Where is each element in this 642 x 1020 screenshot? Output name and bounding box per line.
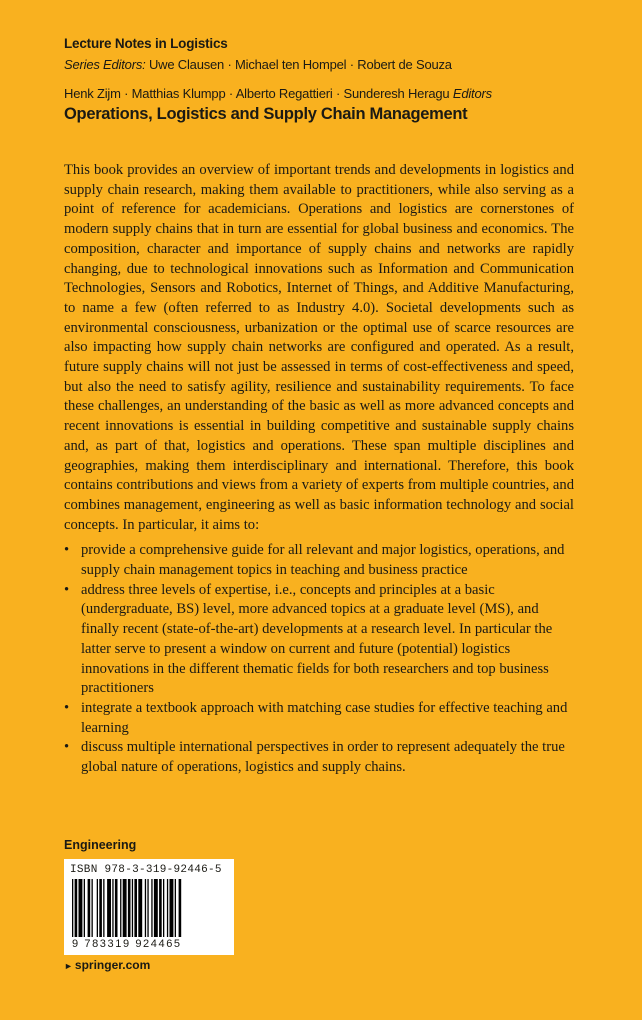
series-editors-label: Series Editors:: [64, 57, 146, 72]
aims-list-item: • address three levels of expertise, i.e., concepts and principles at a basic (undergraduate, BS) level, more advanced topics at a graduate level (MS), and finally recent (state-of-the-art) developments at a research level. In particular the latter serve to present a window on current and future (potential) logistics innovations in the different thematic fields for both researchers and top business practitioners: [64, 581, 574, 699]
book-editors: [64, 86, 492, 101]
aims-list-item: • integrate a textbook approach with matching case studies for effective teaching and learning: [64, 699, 574, 738]
aims-list-item: • provide a comprehensive guide for all relevant and major logistics, operations, and supply chain management topics in teaching and business practice: [64, 541, 574, 580]
barcode-image: [72, 879, 228, 937]
blurb-paragraph: This book provides an overview of important trends and developments in logistics and supply chain research, making them available to practitioners, while also serving as a point of reference for academicians. Operations and logistics are cornerstones of modern supply chains that in turn are essential for global business and economics. The composition, character and importance of supply chains and networks are rapidly changing, due to technological innovations such as Information and Communication Technologies, Sensors and Robotics, Internet of Things, and Additive Manufacturing, to name a few (often referred to as Industry 4.0). Societal developments such as environmental consciousness, urbanization or the optimal use of scarce resources are also impacting how supply chain networks are configured and operated. As a result, future supply chains will not just be assessed in terms of cost-effectiveness and speed, but also the need to satisfy agility, resilience and sustainability requirements. To face these challenges, an understanding of the basic as well as more advanced concepts and recent innovations is essential in building competitive and sustainable supply chains and, as part of that, logistics and operations. These span multiple disciplines and geographies, making them interdisciplinary and international. Therefore, this book contains contributions and views from a variety of experts from multiple countries, and combines management, engineering as well as basic information technology and social concepts. In particular, it aims to:: [64, 162, 574, 533]
series-editors-names: Uwe Clausen · Michael ten Hompel · Robert de Souza: [148, 57, 452, 72]
arrow-icon: ►: [64, 961, 73, 971]
book-editors-label: Editors: [452, 86, 492, 101]
barcode-box: [64, 859, 234, 955]
website-url: springer.com: [74, 958, 151, 972]
book-title: Operations, Logistics and Supply Chain Management: [64, 105, 468, 123]
publisher-website: [64, 958, 150, 972]
barcode-digits: 9 783319 924465: [72, 938, 182, 950]
aims-list: [64, 541, 574, 777]
blurb: [64, 161, 574, 778]
series-editors: [64, 57, 452, 72]
book-editors-names: Henk Zijm · Matthias Klumpp · Alberto Regattieri · Sunderesh Heragu: [64, 86, 450, 101]
aims-list-item: • discuss multiple international perspectives in order to represent adequately the true global nature of operations, logistics and supply chains.: [64, 738, 574, 777]
series-title: Lecture Notes in Logistics: [64, 36, 228, 51]
isbn: ISBN 978-3-319-92446-5: [70, 864, 222, 876]
subject-category: Engineering: [64, 838, 137, 852]
